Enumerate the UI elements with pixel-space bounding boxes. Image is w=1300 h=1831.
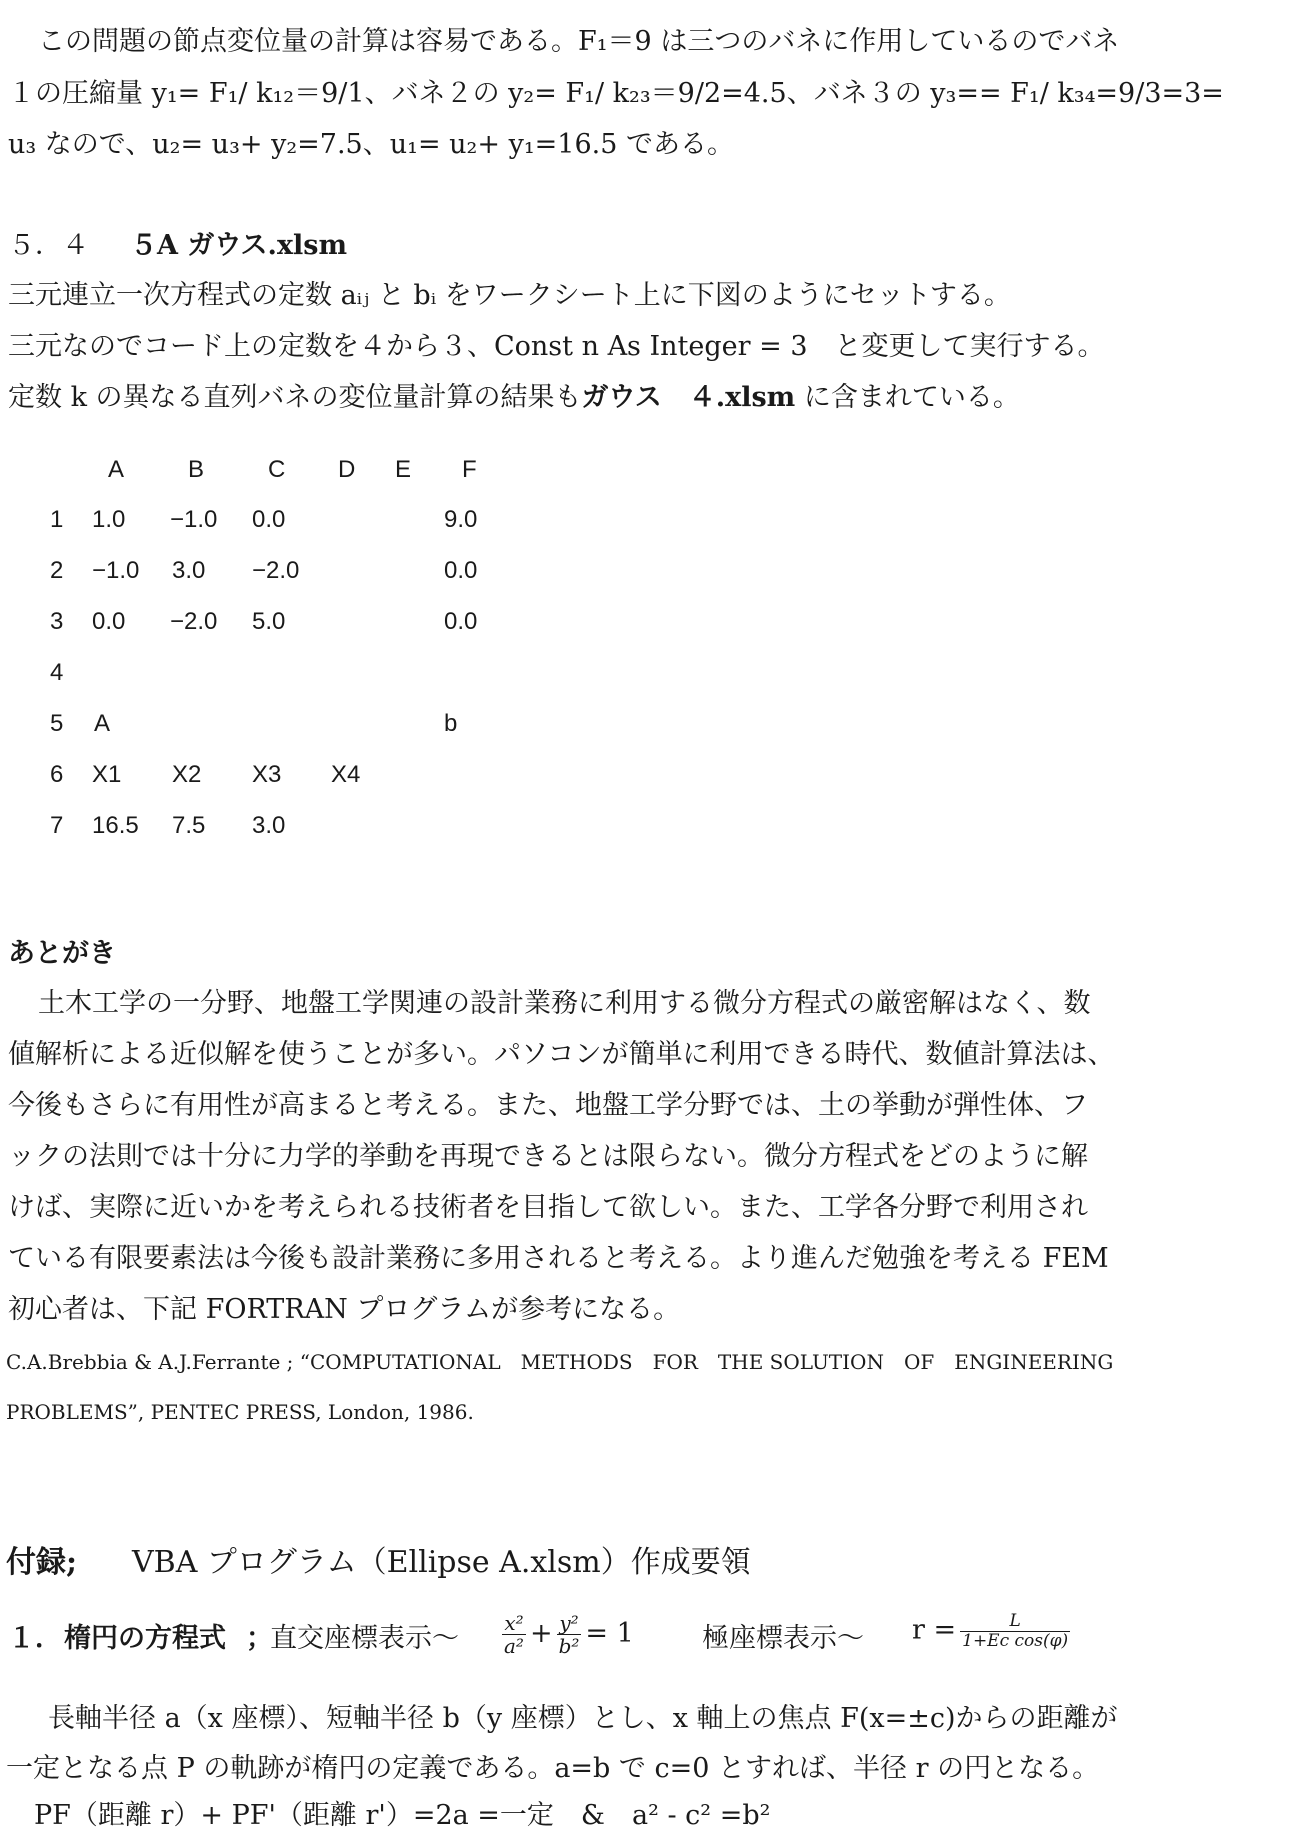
x-squared: x² <box>502 1612 526 1635</box>
column-header: B <box>188 456 205 483</box>
appendix-body-1: 長軸半径 a（x 座標）、短軸半径 b（y 座標）とし、x 軸上の焦点 F(x=±c)からの距離が <box>48 1703 1118 1734</box>
y-squared: y² <box>557 1612 582 1635</box>
row-number: 5 <box>50 710 64 737</box>
table-cell: −1.0 <box>92 557 140 584</box>
table-cell: −2.0 <box>252 557 300 584</box>
item-separator: ； <box>246 1623 273 1654</box>
afterword-line-6: ている有限要素法は今後も設計業務に多用されると考える。より進んだ勉強を考える FEM <box>8 1243 1109 1274</box>
section-number: ５．４ <box>8 230 89 261</box>
polar-label: 極座標表示～ <box>702 1623 864 1654</box>
afterword-line-4: ックの法則では十分に力学的挙動を再現できるとは限らない。微分方程式をどのように解 <box>8 1141 1088 1172</box>
table-cell: X2 <box>172 761 202 788</box>
reference-line-2: PROBLEMS”, PENTEC PRESS, London, 1986. <box>6 1400 474 1424</box>
a-squared: a² <box>504 1634 524 1658</box>
column-header: A <box>108 456 125 483</box>
table-cell: 5.0 <box>252 608 286 635</box>
reference-line-1: C.A.Brebbia & A.J.Ferrante ; “COMPUTATIONAL METHODS FOR THE SOLUTION OF ENGINEERING <box>6 1350 1114 1374</box>
afterword-title: あとがき <box>8 938 116 969</box>
polar-fraction <box>960 1612 1070 1650</box>
cartesian-label: 直交座標表示～ <box>270 1623 459 1654</box>
cartesian-equation <box>498 1612 634 1657</box>
table-cell: b <box>444 710 458 737</box>
column-header: F <box>462 456 477 483</box>
table-cell: A <box>94 710 111 737</box>
table-cell: 0.0 <box>444 557 478 584</box>
afterword-line-3: 今後もさらに有用性が高まると考える。また、地盤工学分野では、土の挙動が弾性体、フ <box>8 1090 1088 1121</box>
plus-sign: + <box>529 1618 553 1649</box>
table-cell: −2.0 <box>170 608 218 635</box>
x-fraction <box>502 1612 526 1657</box>
table-cell: X3 <box>252 761 282 788</box>
table-cell: X4 <box>331 761 361 788</box>
row-number: 6 <box>50 761 64 788</box>
item-title: 楕円の方程式 <box>64 1623 226 1654</box>
item-number: １． <box>8 1623 62 1654</box>
section-line-3 <box>8 384 1020 411</box>
section-line-2: 三元なのでコード上の定数を４から３、Const n As Integer = 3 と変更して実行する。 <box>8 331 1105 362</box>
r-equals: r = <box>912 1614 957 1646</box>
intro-line-1: この問題の節点変位量の計算は容易である。F₁＝9 は三つのバネに作用しているのでバネ <box>38 26 1120 57</box>
section-title: ５A ガウス.xlsm <box>130 230 348 261</box>
appendix-body-2: 一定となる点 P の軌跡が楕円の定義である。a=b で c=0 とすれば、半径 r の円となる。 <box>6 1753 1100 1784</box>
table-cell: 3.0 <box>252 812 286 839</box>
table-cell: −1.0 <box>170 506 218 533</box>
afterword-line-1: 土木工学の一分野、地盤工学関連の設計業務に利用する微分方程式の厳密解はなく、数 <box>38 988 1091 1019</box>
section-line-1: 三元連立一次方程式の定数 aᵢⱼ と bᵢ をワークシート上に下図のようにセットする。 <box>8 280 1011 311</box>
row-number: 3 <box>50 608 64 635</box>
table-cell: 3.0 <box>172 557 206 584</box>
table-cell: 9.0 <box>444 506 478 533</box>
section-line-3-c: に含まれている。 <box>795 382 1020 413</box>
y-fraction <box>557 1612 582 1657</box>
table-cell: X1 <box>92 761 122 788</box>
table-cell: 1.0 <box>92 506 126 533</box>
intro-line-2: １の圧縮量 y₁= F₁/ k₁₂＝9/1、バネ２の y₂= F₁/ k₂₃＝9/2=4.5、バネ３の y₃== F₁/ k₃₄=9/3=3= <box>8 78 1224 109</box>
table-cell: 0.0 <box>252 506 286 533</box>
polar-equation <box>912 1612 1074 1650</box>
afterword-line-2: 値解析による近似解を使うことが多い。パソコンが簡単に利用できる時代、数値計算法は、 <box>8 1039 1115 1070</box>
appendix-label: 付録; <box>6 1545 78 1580</box>
intro-line-3: u₃ なので、u₂= u₃+ y₂=7.5、u₁= u₂+ y₁=16.5 である。 <box>8 129 734 160</box>
appendix-title: VBA プログラム（Ellipse A.xlsm）作成要領 <box>132 1545 751 1580</box>
polar-numerator: L <box>960 1612 1070 1632</box>
row-number: 1 <box>50 506 64 533</box>
table-cell: 0.0 <box>444 608 478 635</box>
polar-denominator: 1+Ec cos(φ) <box>962 1630 1069 1651</box>
table-cell: 0.0 <box>92 608 126 635</box>
row-number: 4 <box>50 659 64 686</box>
row-number: 7 <box>50 812 64 839</box>
afterword-line-5: けば、実際に近いかを考えられる技術者を目指して欲しい。また、工学各分野で利用され <box>8 1192 1088 1223</box>
b-squared: b² <box>558 1634 580 1658</box>
section-line-3-file: ガウス ４.xlsm <box>581 382 796 413</box>
table-cell: 7.5 <box>172 812 206 839</box>
appendix-body-3: PF（距離 r）+ PF'（距離 r'）=2a =一定 & a² - c² =b² <box>34 1800 771 1831</box>
table-cell: 16.5 <box>92 812 139 839</box>
column-header: E <box>395 456 412 483</box>
column-header: C <box>268 456 286 483</box>
row-number: 2 <box>50 557 64 584</box>
equals-one: = 1 <box>585 1618 634 1649</box>
column-header: D <box>338 456 356 483</box>
afterword-line-7: 初心者は、下記 FORTRAN プログラムが参考になる。 <box>8 1294 681 1325</box>
section-line-3-a: 定数 k の異なる直列バネの変位量計算の結果も <box>8 382 582 413</box>
